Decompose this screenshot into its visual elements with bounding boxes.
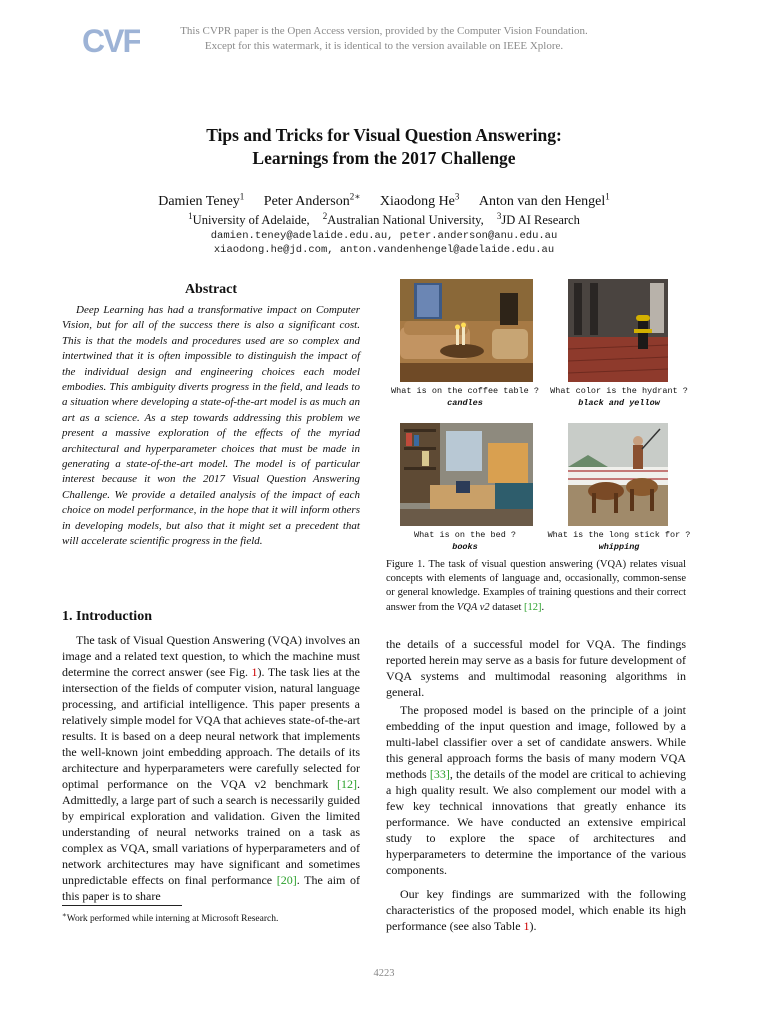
author-emails <box>70 230 698 257</box>
email-line-2: xiaodong.he@jd.com, anton.vandenhengel@adelaide.edu.au <box>213 243 555 256</box>
table-ref-link[interactable]: 1 <box>523 919 530 933</box>
citation-link[interactable]: [12] <box>337 777 357 791</box>
email-line-1: damien.teney@adelaide.edu.au, peter.anderson@anu.edu.au <box>210 230 558 242</box>
footnote-rule <box>62 905 182 906</box>
cvf-logo <box>80 20 140 58</box>
citation-link[interactable]: [12] <box>524 601 542 613</box>
author: Xiaodong He$^3$ <box>379 191 460 209</box>
title-line-2: Learnings from the 2017 Challenge <box>252 148 516 168</box>
title-line-1: Tips and Tricks for Visual Question Answering: <box>206 125 562 145</box>
answer-label: books <box>452 542 478 552</box>
page-number: 4223 <box>373 968 395 979</box>
author: Peter Anderson$^{2∗}$ <box>263 191 361 209</box>
horse-riders-photo <box>568 423 668 526</box>
fire-hydrant-photo <box>568 279 668 382</box>
affiliation: $^3$JD AI Research <box>496 211 580 228</box>
question-label: What is on the coffee table ? <box>391 386 539 396</box>
svg-text:CVF: CVF <box>82 23 140 58</box>
figure-caption: Figure 1. The task of visual question answering (VQA) relates visual concepts with elements of language and, occasionally, common-sense or general knowledge. Examples of training questions and their correct answer from the VQA v2 dataset [12]. <box>386 559 686 613</box>
bedroom-photo <box>400 423 533 526</box>
question-label: What is the long stick for ? <box>547 530 691 540</box>
answer-label: candles <box>447 398 483 408</box>
abstract-text: Deep Learning has had a transformative impact on Computer Vision, but for all of the success there is also a significant cost. This is that the models and procedures used are so complex and intertwined that it is often impossible to distinguish the impact of the individual design and engineering choices each model embodies. This ambiguity diverts progress in the field, and leads to a situation where developing a state-of-the-art model is as much an art as a science. As a step towards addressing this problem we present a massive exploration of the effects of the myriad architectural and hyperparameter choices that must be made in generating a state-of-the-art model. The model is of particular interest because it won the 2017 Visual Question Answering Challenge. We provide a detailed analysis of the impact of each choice on model performance, in the hope that it will inform others in developing models, but also that it might set a precedent that will accelerate scientific progress in the field. <box>62 304 360 548</box>
citation-link[interactable]: [33] <box>429 767 450 781</box>
body-paragraph: the details of a successful model for VQA. The findings reported herein may serve as a basis for future development of VQA systems and multimodal reasoning algorithms in general. <box>386 637 686 699</box>
citation-link[interactable]: [20] <box>276 873 297 887</box>
question-label: What is on the bed ? <box>413 530 517 540</box>
affiliations <box>70 208 698 228</box>
introduction-paragraph: The task of Visual Question Answering (VQA) involves an image and a related text question, to which the machine must determine the correct answer (see Fig. 1). The task lies at the intersection of the fields of computer vision, natural language processing, and artificial intelligence. This paper presents a relatively simple model for VQA that achieves state-of-the-art results. It is based on a deep neural network that implements the well-known joint embedding approach. The details of its architecture and hyperparameters were carefully selected for optimal performance on the VQA v2 benchmark [12]. Admittedly, a large part of such a search is necessarily guided by empirical exploration and validation. Given the limited understanding of neural networks trained on a task as complex as VQA, small variations of hyperparameters and of network architectures may have significant and sometimes unpredictable effects on final performance [20]. The aim of this paper is to share <box>62 633 361 903</box>
body-paragraph: The proposed model is based on the principle of a joint embedding of the input question and image, followed by a multi-label classifier over a set of candidate answers. While this general approach forms the basis of many modern VQA methods [33], the details of the model are critical to achieving a high quality result. We also complement our model with a few key technical innovations that greatly enhance its performance. We have conducted an extensive empirical study to explore the space of architectures and hyperparameters to determine the importance of the various components. <box>386 703 686 877</box>
watermark-line-1: This CVPR paper is the Open Access version, provided by the Computer Vision Foundation. <box>180 25 588 37</box>
affiliation: $^2$Australian National University, <box>322 211 484 228</box>
introduction-heading: 1. Introduction <box>62 609 152 624</box>
right-column-text <box>386 636 686 934</box>
living-room-photo <box>400 279 533 382</box>
abstract-heading: Abstract <box>184 282 238 297</box>
answer-label: black and yellow <box>578 398 660 408</box>
answer-label: whipping <box>598 542 640 552</box>
body-paragraph: Our key findings are summarized with the following characteristics of the proposed model, which enable its high performance (see also Table 1). <box>386 887 686 933</box>
open-access-watermark <box>150 24 618 53</box>
author: Anton van den Hengel$^1$ <box>478 191 610 209</box>
paper-title <box>90 124 678 170</box>
author: Damien Teney$^1$ <box>158 191 245 209</box>
watermark-line-2: Except for this watermark, it is identical to the version available on IEEE Xplore. <box>204 39 564 52</box>
question-label: What color is the hydrant ? <box>550 386 688 396</box>
affiliation: $^1$University of Adelaide, <box>188 211 310 228</box>
footnote: ∗Work performed while interning at Microsoft Research. <box>62 911 279 925</box>
figure-ref-link[interactable]: 1 <box>251 665 258 679</box>
